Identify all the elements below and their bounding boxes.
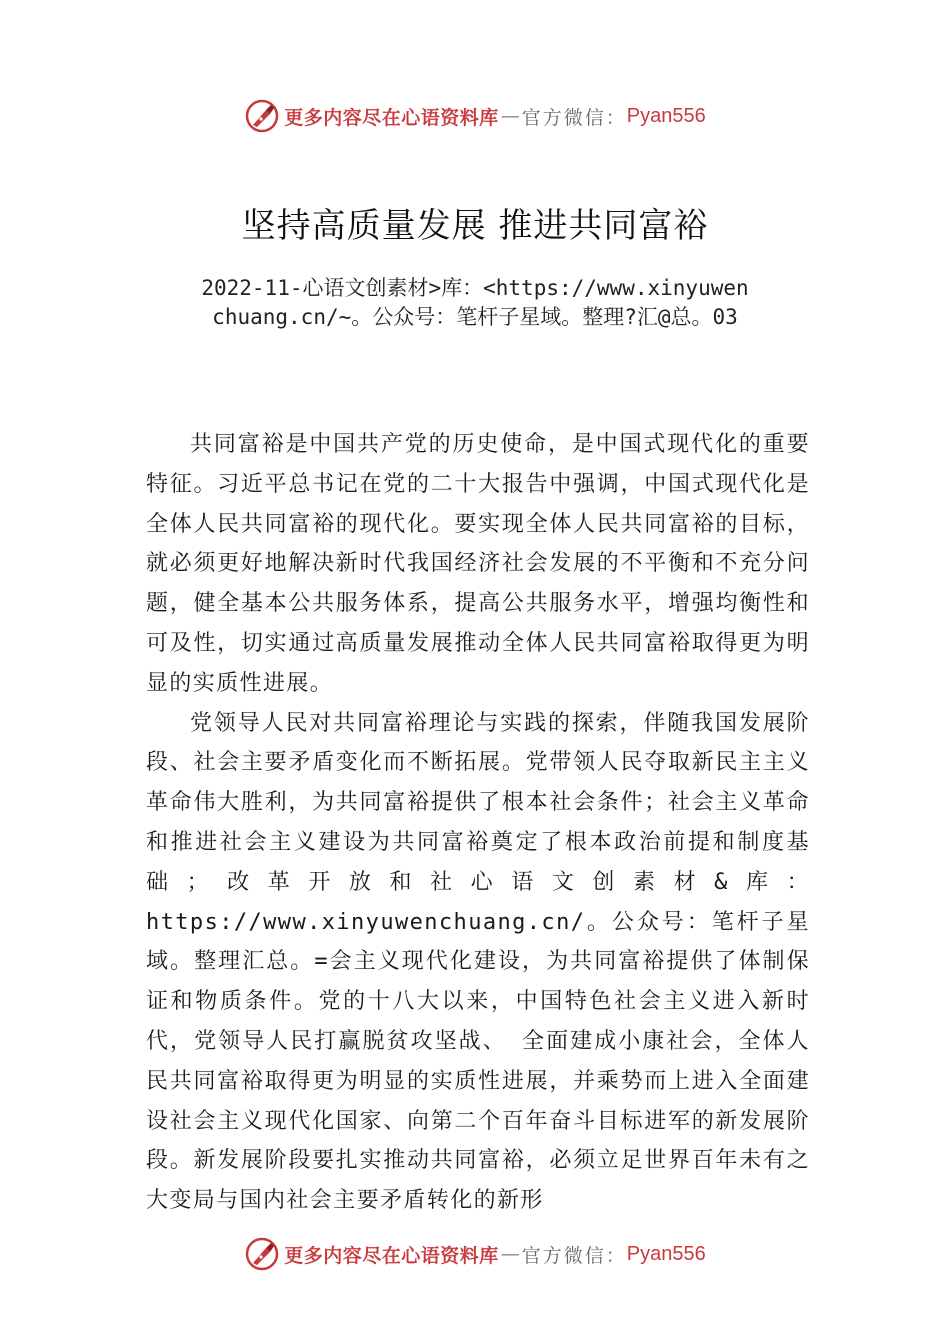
wechat-id: Pyan556 (626, 104, 706, 127)
banner-label: 官方微信： (521, 1244, 627, 1267)
footer-banner (0, 1234, 950, 1274)
paragraph: 共同富裕是中国共产党的历史使命，是中国式现代化的重要特征。习近平总书记在党的二十大报告中强调，中国式现代化是全体人民共同富裕的现代化。要实现全体人民共同富裕的目标，就必须更好地解决新时代我国经济社会发展的不平衡和不充分问题，健全基本公共服务体系，提高公共服务水平，增强均衡性和可及性，切实通过高质量发展推动全体人民共同富裕取得更为明显的实质性进展。 (146, 432, 810, 696)
banner-separator: — (500, 1243, 520, 1265)
header-banner (0, 96, 950, 136)
paragraph: 党领导人民对共同富裕理论与实践的探索，伴随我国发展阶段、社会主要矛盾变化而不断拓展。党带领人民夺取新民主主义革命伟大胜利，为共同富裕提供了根本社会条件；社会主义革命和推进社会主义建设为共同富裕奠定了根本政治前提和制度基础；改革开放和社心语文创素材&库：https://www.xinyuwenchuang.cn/。公众号：笔杆子星域。整理汇总。=会主义现代化建设，为共同富裕提供了体制保证和物质条件。党的十八大以来，中国特色社会主义进入新时代，党领导人民打赢脱贫攻坚战、 全面建成小康社会，全体人民共同富裕取得更为明显的实质性进展，并乘势而上进入全面建设社会主义现代化国家、向第二个百年奋斗目标进军的新发展阶段。新发展阶段要扎实推动共同富裕，必须立足世界百年未有之大变局与国内社会主要矛盾转化的新形 (146, 710, 810, 1214)
document-body (146, 425, 810, 1221)
banner-text: 更多内容尽在心语资料库 (284, 106, 499, 129)
pen-nib-circle-logo-icon (244, 1236, 280, 1272)
banner-text: 更多内容尽在心语资料库 (284, 1244, 499, 1267)
wechat-id: Pyan556 (626, 1242, 706, 1265)
pen-nib-circle-logo-icon (244, 98, 280, 134)
document-title: 坚持高质量发展 推进共同富裕 (241, 206, 709, 246)
document-source: 2022-11-心语文创素材>库：<https://www.xinyuwenchuang.cn/~。公众号：笔杆子星域。整理?汇@总。03 (201, 276, 749, 329)
banner-separator: — (500, 105, 520, 127)
banner-label: 官方微信： (521, 106, 627, 129)
